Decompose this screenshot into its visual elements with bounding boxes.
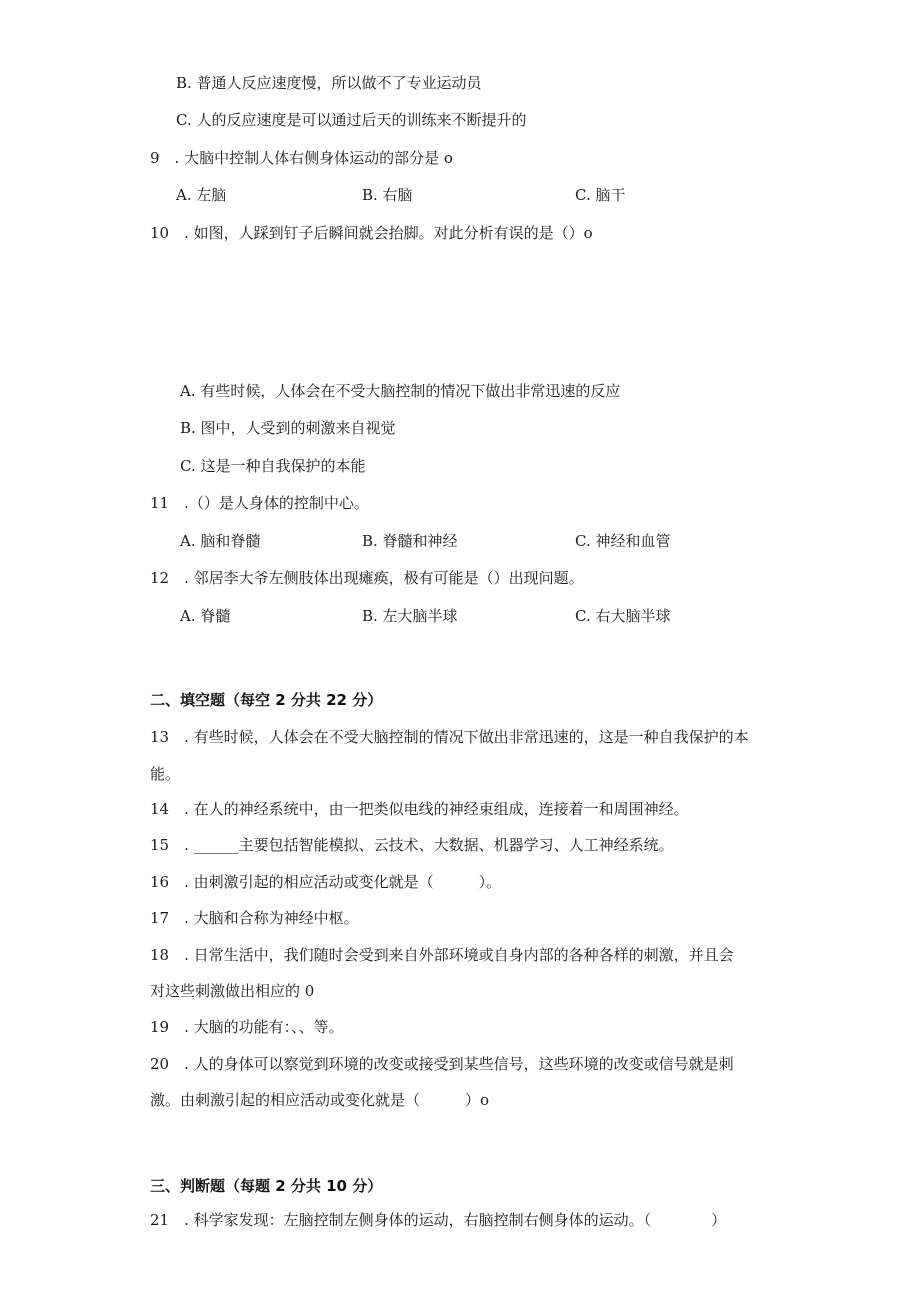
q10-figure-area — [176, 258, 736, 368]
q10-stem: 10 . 如图，人踩到钉子后瞬间就会抬脚。对此分析有误的是（）o — [150, 224, 593, 242]
q21-stem: 21 . 科学家发现：左脑控制左侧身体的运动，右脑控制右侧身体的运动。（ ） — [150, 1211, 727, 1229]
q10-option-c: C. 这是一种自我保护的本能 — [180, 457, 366, 475]
q15-stem: 15 . ______主要包括智能模拟、云技术、大数据、机器学习、人工神经系统。 — [150, 836, 674, 854]
q11-option-b: B. 脊髓和神经 — [362, 532, 458, 550]
q12-option-b: B. 左大脑半球 — [362, 607, 458, 625]
q9-stem: 9 . 大脑中控制人体右侧身体运动的部分是 o — [150, 149, 453, 167]
q11-stem: 11 .（）是人身体的控制中心。 — [150, 494, 369, 512]
section-2-title: 二、填空题（每空 2 分共 22 分） — [150, 691, 383, 709]
q11-option-a: A. 脑和脊髓 — [180, 532, 261, 550]
q14-stem: 14 . 在人的神经系统中，由一把类似电线的神经束组成，连接着一和周围神经。 — [150, 800, 689, 818]
q9-option-c: C. 脑干 — [575, 186, 626, 204]
q8-option-b: B. 普通人反应速度慢，所以做不了专业运动员 — [176, 74, 482, 92]
q12-option-c: C. 右大脑半球 — [575, 607, 671, 625]
q20-line-1: 20 . 人的身体可以察觉到环境的改变或接受到某些信号，这些环境的改变或信号就是刺 — [150, 1055, 734, 1073]
q9-option-b: B. 右脑 — [362, 186, 413, 204]
q19-stem: 19 . 大脑的功能有：、、等。 — [150, 1018, 344, 1036]
q18-line-1: 18 . 日常生活中，我们随时会受到来自外部环境或自身内部的各种各样的刺激，并且会 — [150, 946, 734, 964]
q18-line-2: 对这些刺激做出相应的 0 — [150, 982, 315, 1000]
q10-option-a: A. 有些时候，人体会在不受大脑控制的情况下做出非常迅速的反应 — [180, 382, 621, 400]
q13-line-1: 13 . 有些时候，人体会在不受大脑控制的情况下做出非常迅速的，这是一种自我保护的本 — [150, 728, 749, 746]
q12-option-a: A. 脊髓 — [180, 607, 231, 625]
q9-option-a: A. 左脑 — [176, 186, 227, 204]
q8-option-c: C. 人的反应速度是可以通过后天的训练来不断提升的 — [176, 111, 527, 129]
q17-stem: 17 . 大脑和合称为神经中枢。 — [150, 909, 359, 927]
q20-line-2: 激。由刺激引起的相应活动或变化就是（ ）o — [150, 1091, 490, 1109]
q16-stem: 16 . 由刺激引起的相应活动或变化就是（ ）。 — [150, 873, 502, 891]
section-3-title: 三、判断题（每题 2 分共 10 分） — [150, 1177, 383, 1195]
q11-option-c: C. 神经和血管 — [575, 532, 671, 550]
q13-line-2: 能。 — [150, 765, 181, 783]
q10-option-b: B. 图中，人受到的刺激来自视觉 — [180, 419, 396, 437]
q12-stem: 12 . 邻居李大爷左侧肢体出现瘫痪，极有可能是（）出现问题。 — [150, 569, 584, 587]
